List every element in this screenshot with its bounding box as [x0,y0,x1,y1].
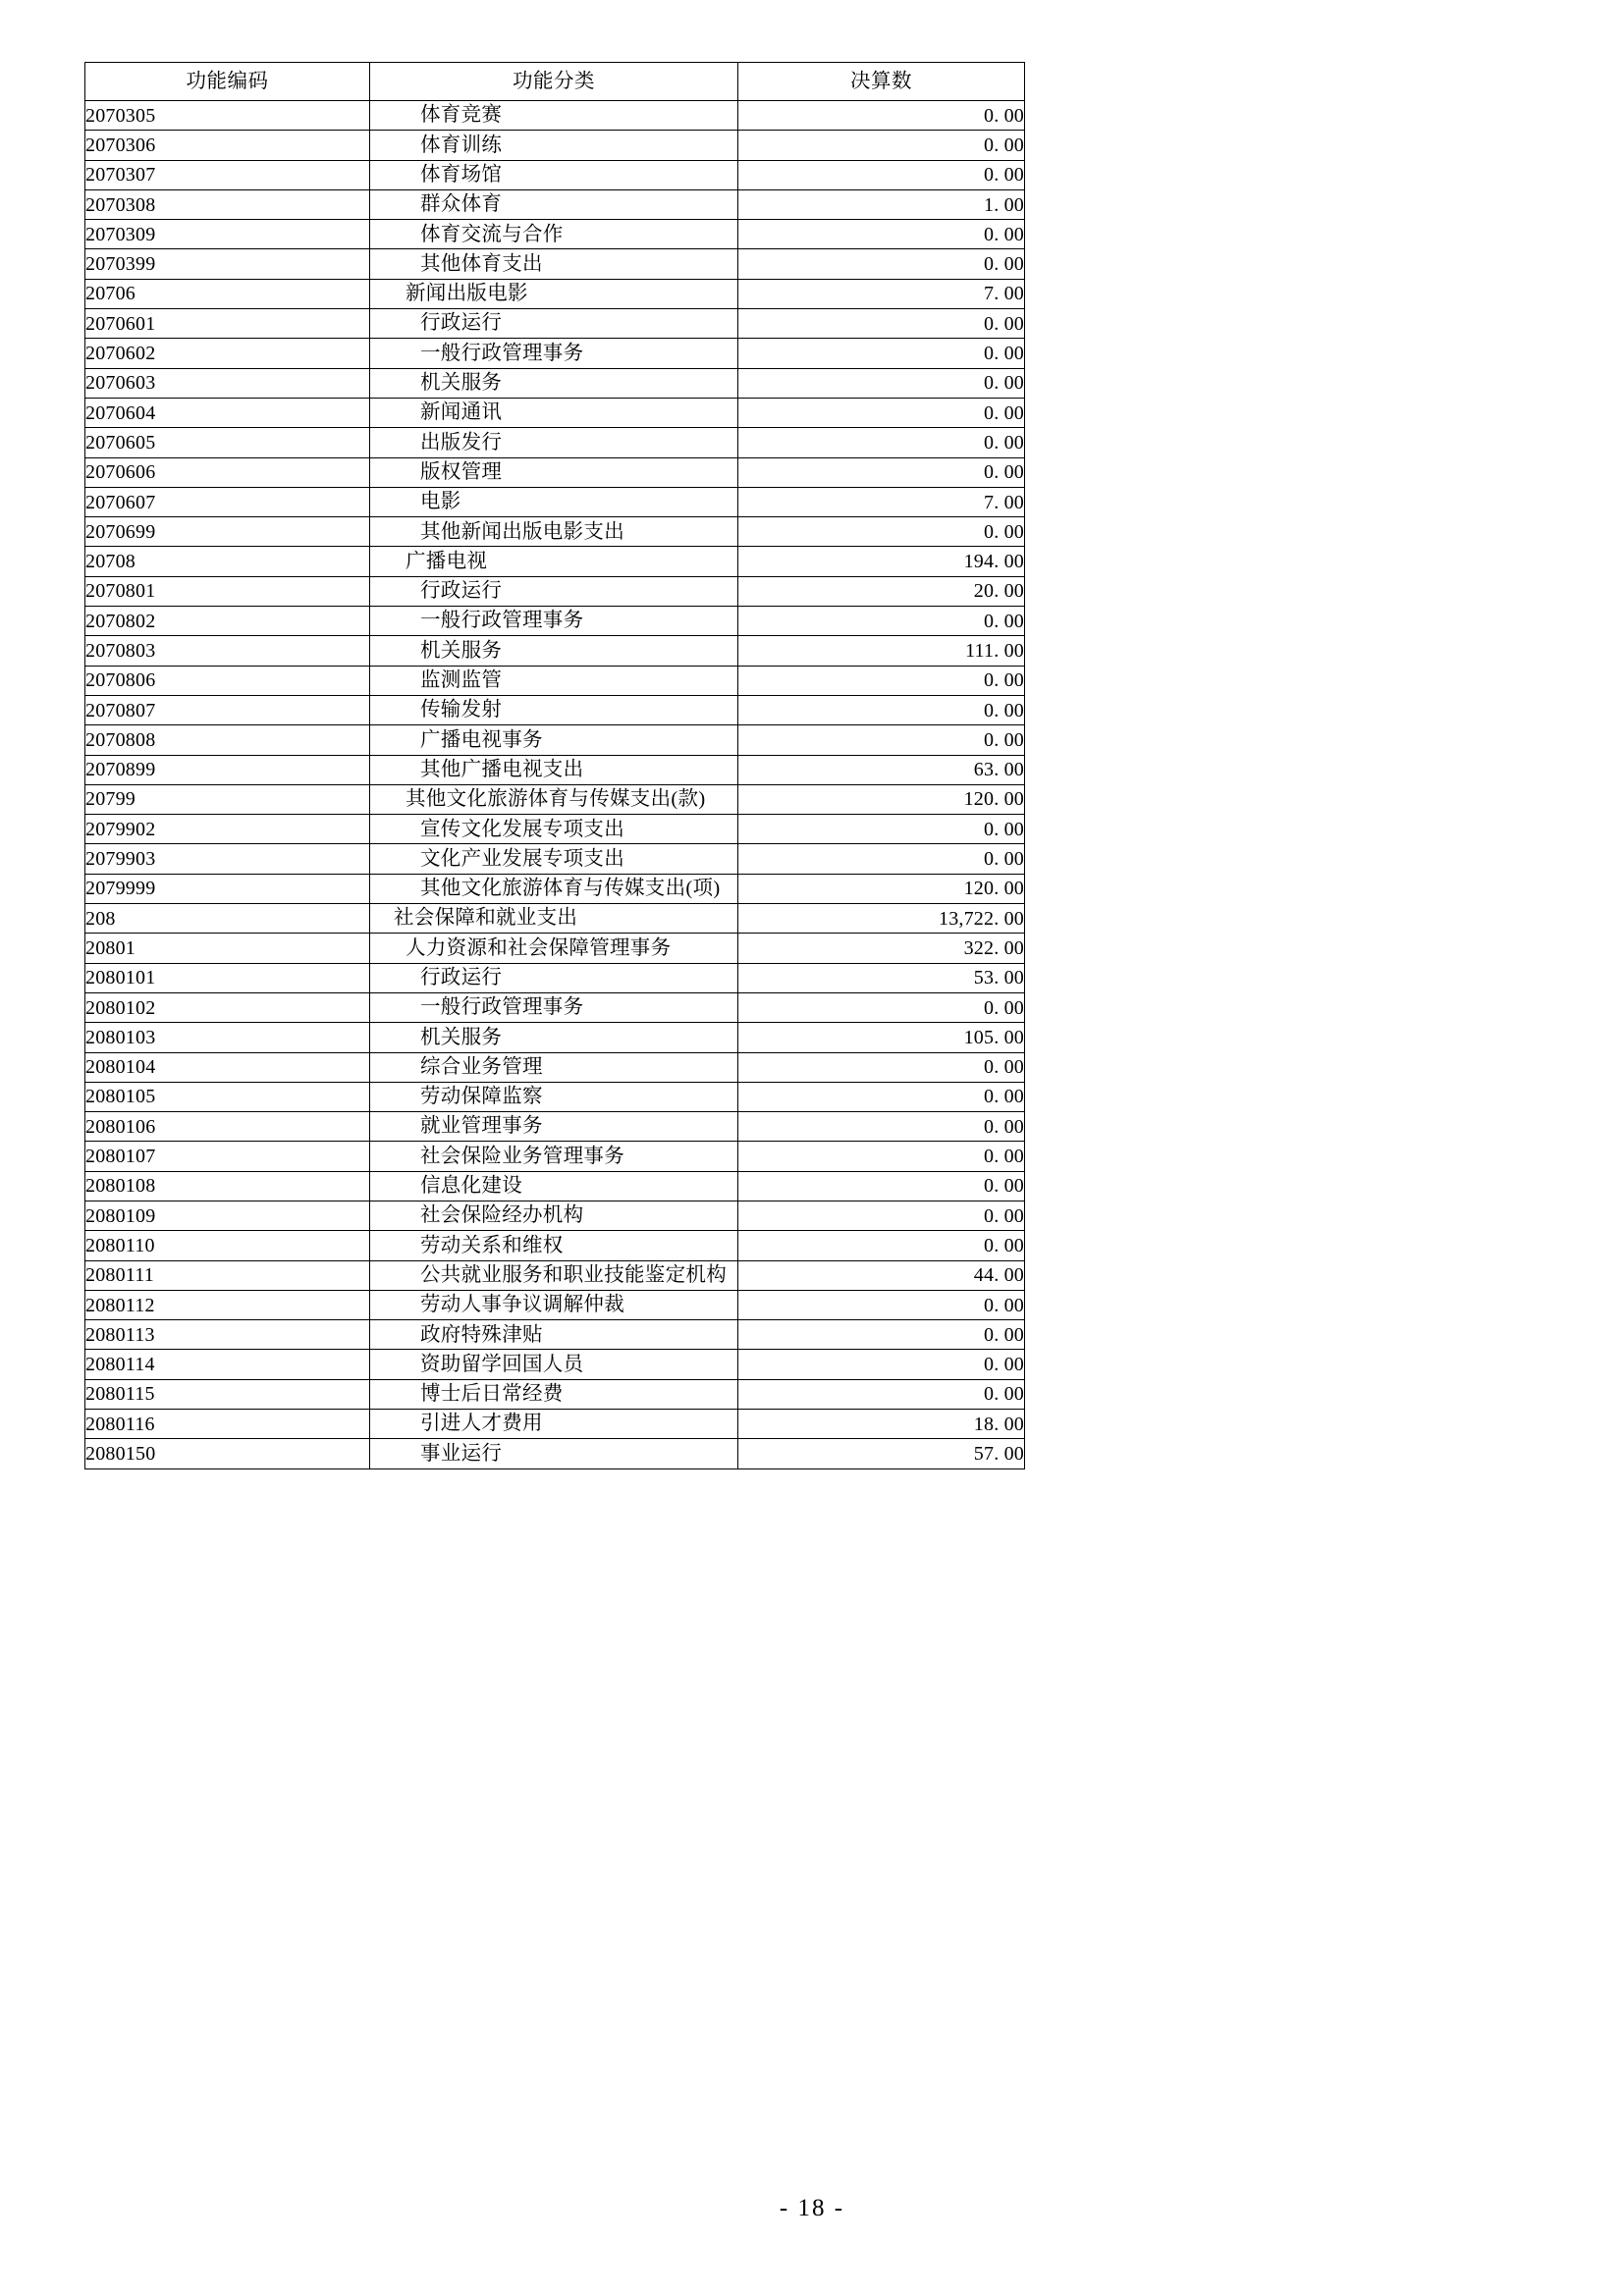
cell-function-category: 其他广播电视支出 [370,755,738,784]
cell-function-code: 2080115 [85,1379,370,1409]
cell-function-category: 综合业务管理 [370,1052,738,1082]
table-row [85,487,1025,516]
cell-final-amount: 194. 00 [738,547,1025,576]
cell-final-amount: 0. 00 [738,1350,1025,1379]
cell-final-amount: 0. 00 [738,249,1025,279]
table-row [85,339,1025,368]
cell-function-code: 2070309 [85,220,370,249]
cell-final-amount: 0. 00 [738,428,1025,457]
table-row [85,368,1025,398]
cell-function-category: 机关服务 [370,1023,738,1052]
cell-function-category: 体育训练 [370,131,738,160]
table-row [85,874,1025,903]
cell-final-amount: 120. 00 [738,784,1025,814]
cell-final-amount: 0. 00 [738,517,1025,547]
table-row [85,934,1025,963]
table-row [85,1260,1025,1290]
cell-function-code: 2080101 [85,963,370,992]
cell-final-amount: 105. 00 [738,1023,1025,1052]
table-row [85,160,1025,189]
cell-final-amount: 18. 00 [738,1410,1025,1439]
cell-function-code: 2070602 [85,339,370,368]
cell-function-category: 出版发行 [370,428,738,457]
cell-final-amount: 111. 00 [738,636,1025,666]
cell-function-category: 政府特殊津贴 [370,1320,738,1350]
cell-function-code: 2080103 [85,1023,370,1052]
cell-final-amount: 63. 00 [738,755,1025,784]
cell-final-amount: 0. 00 [738,1290,1025,1319]
cell-final-amount: 0. 00 [738,725,1025,755]
table-row [85,398,1025,427]
cell-final-amount: 0. 00 [738,160,1025,189]
table-row [85,131,1025,160]
cell-function-category: 广播电视事务 [370,725,738,755]
cell-final-amount: 44. 00 [738,1260,1025,1290]
cell-final-amount: 0. 00 [738,101,1025,131]
table-row [85,1231,1025,1260]
cell-function-category: 行政运行 [370,309,738,339]
table-row [85,1171,1025,1201]
table-row [85,576,1025,606]
cell-function-code: 2080104 [85,1052,370,1082]
cell-function-category: 公共就业服务和职业技能鉴定机构 [370,1260,738,1290]
cell-final-amount: 0. 00 [738,1112,1025,1142]
cell-final-amount: 0. 00 [738,695,1025,724]
cell-function-code: 2080108 [85,1171,370,1201]
table-row [85,963,1025,992]
final-accounts-table [84,62,1025,1469]
cell-function-code: 2080105 [85,1082,370,1111]
cell-function-code: 2079903 [85,844,370,874]
cell-function-code: 2070806 [85,666,370,695]
cell-final-amount: 0. 00 [738,1320,1025,1350]
cell-function-code: 2080102 [85,992,370,1022]
cell-function-category: 文化产业发展专项支出 [370,844,738,874]
cell-function-code: 2080111 [85,1260,370,1290]
cell-function-code: 2080116 [85,1410,370,1439]
cell-final-amount: 0. 00 [738,844,1025,874]
cell-final-amount: 0. 00 [738,1142,1025,1171]
cell-function-code: 2079902 [85,815,370,844]
cell-function-category: 其他体育支出 [370,249,738,279]
table-row [85,517,1025,547]
cell-function-code: 208 [85,904,370,934]
cell-function-code: 2070603 [85,368,370,398]
cell-function-code: 2070808 [85,725,370,755]
cell-function-code: 2070306 [85,131,370,160]
cell-function-category: 一般行政管理事务 [370,339,738,368]
table-row [85,992,1025,1022]
cell-function-code: 2080114 [85,1350,370,1379]
cell-final-amount: 0. 00 [738,339,1025,368]
table-row [85,844,1025,874]
cell-function-code: 20801 [85,934,370,963]
cell-final-amount: 0. 00 [738,1201,1025,1230]
cell-function-code: 2070604 [85,398,370,427]
cell-final-amount: 0. 00 [738,368,1025,398]
table-row [85,279,1025,308]
cell-final-amount: 0. 00 [738,1082,1025,1111]
table-row [85,249,1025,279]
page-number: - 18 - [779,2195,845,2221]
cell-function-code: 2070803 [85,636,370,666]
cell-function-code: 2070899 [85,755,370,784]
table-row [85,1052,1025,1082]
table-row [85,428,1025,457]
cell-function-category: 体育交流与合作 [370,220,738,249]
cell-final-amount: 0. 00 [738,1231,1025,1260]
table-row [85,189,1025,219]
cell-function-code: 2070607 [85,487,370,516]
table-row [85,1023,1025,1052]
cell-final-amount: 0. 00 [738,1052,1025,1082]
cell-final-amount: 0. 00 [738,309,1025,339]
cell-function-category: 就业管理事务 [370,1112,738,1142]
table-row [85,695,1025,724]
cell-final-amount: 53. 00 [738,963,1025,992]
cell-final-amount: 0. 00 [738,220,1025,249]
table-row [85,784,1025,814]
cell-function-category: 广播电视 [370,547,738,576]
cell-function-category: 社会保险经办机构 [370,1201,738,1230]
cell-final-amount: 0. 00 [738,457,1025,487]
cell-function-category: 传输发射 [370,695,738,724]
table-row [85,666,1025,695]
cell-final-amount: 20. 00 [738,576,1025,606]
table-row [85,1379,1025,1409]
cell-function-category: 一般行政管理事务 [370,992,738,1022]
cell-function-category: 博士后日常经费 [370,1379,738,1409]
cell-function-code: 2080112 [85,1290,370,1319]
table-row [85,547,1025,576]
table-body [85,101,1025,1469]
cell-final-amount: 0. 00 [738,607,1025,636]
table-row [85,1201,1025,1230]
cell-function-category: 一般行政管理事务 [370,607,738,636]
cell-function-category: 其他新闻出版电影支出 [370,517,738,547]
cell-final-amount: 120. 00 [738,874,1025,903]
cell-final-amount: 13,722. 00 [738,904,1025,934]
cell-final-amount: 0. 00 [738,1171,1025,1201]
cell-function-code: 2080150 [85,1439,370,1468]
cell-function-code: 20708 [85,547,370,576]
table-row [85,1142,1025,1171]
cell-function-category: 机关服务 [370,636,738,666]
table-row [85,636,1025,666]
table-row [85,1290,1025,1319]
cell-function-category: 社会保险业务管理事务 [370,1142,738,1171]
table-row [85,904,1025,934]
cell-function-category: 监测监管 [370,666,738,695]
cell-final-amount: 57. 00 [738,1439,1025,1468]
cell-function-category: 新闻通讯 [370,398,738,427]
cell-function-category: 体育场馆 [370,160,738,189]
cell-function-code: 2070606 [85,457,370,487]
table-row [85,815,1025,844]
column-header-final-amount: 决算数 [738,63,1025,101]
cell-function-category: 事业运行 [370,1439,738,1468]
cell-function-category: 资助留学回国人员 [370,1350,738,1379]
table-row [85,1082,1025,1111]
cell-function-category: 机关服务 [370,368,738,398]
cell-function-code: 2070801 [85,576,370,606]
cell-function-category: 劳动人事争议调解仲裁 [370,1290,738,1319]
table-row [85,607,1025,636]
cell-function-code: 2070399 [85,249,370,279]
cell-function-code: 2070807 [85,695,370,724]
cell-function-category: 其他文化旅游体育与传媒支出(项) [370,874,738,903]
table-row [85,101,1025,131]
table-row [85,457,1025,487]
cell-function-code: 2080106 [85,1112,370,1142]
cell-final-amount: 0. 00 [738,992,1025,1022]
cell-final-amount: 0. 00 [738,398,1025,427]
cell-function-category: 版权管理 [370,457,738,487]
column-header-function-category: 功能分类 [370,63,738,101]
cell-final-amount: 0. 00 [738,815,1025,844]
cell-function-code: 2070601 [85,309,370,339]
cell-function-category: 宣传文化发展专项支出 [370,815,738,844]
cell-function-code: 2070699 [85,517,370,547]
table-header-row [85,63,1025,101]
table-row [85,755,1025,784]
table-row [85,1410,1025,1439]
cell-function-category: 劳动关系和维权 [370,1231,738,1260]
cell-final-amount: 0. 00 [738,666,1025,695]
cell-function-code: 2070605 [85,428,370,457]
table-row [85,1439,1025,1468]
cell-function-category: 电影 [370,487,738,516]
cell-function-category: 群众体育 [370,189,738,219]
table-row [85,220,1025,249]
cell-function-category: 社会保障和就业支出 [370,904,738,934]
cell-function-code: 2070305 [85,101,370,131]
cell-function-code: 2080113 [85,1320,370,1350]
cell-function-category: 体育竞赛 [370,101,738,131]
cell-function-code: 2080110 [85,1231,370,1260]
cell-function-code: 2080109 [85,1201,370,1230]
cell-function-code: 2070802 [85,607,370,636]
cell-function-code: 2079999 [85,874,370,903]
column-header-function-code: 功能编码 [85,63,370,101]
cell-function-code: 2070307 [85,160,370,189]
table-row [85,1320,1025,1350]
cell-function-code: 2080107 [85,1142,370,1171]
cell-function-code: 20706 [85,279,370,308]
table-row [85,725,1025,755]
cell-function-category: 劳动保障监察 [370,1082,738,1111]
cell-function-category: 信息化建设 [370,1171,738,1201]
table-header [85,63,1025,101]
cell-function-category: 行政运行 [370,576,738,606]
cell-final-amount: 1. 00 [738,189,1025,219]
cell-final-amount: 0. 00 [738,1379,1025,1409]
cell-function-code: 2070308 [85,189,370,219]
budget-table-container [84,62,1024,1469]
cell-final-amount: 7. 00 [738,487,1025,516]
cell-function-category: 引进人才费用 [370,1410,738,1439]
cell-final-amount: 322. 00 [738,934,1025,963]
cell-function-category: 新闻出版电影 [370,279,738,308]
cell-final-amount: 7. 00 [738,279,1025,308]
cell-final-amount: 0. 00 [738,131,1025,160]
cell-function-category: 其他文化旅游体育与传媒支出(款) [370,784,738,814]
cell-function-category: 人力资源和社会保障管理事务 [370,934,738,963]
table-row [85,309,1025,339]
cell-function-category: 行政运行 [370,963,738,992]
table-row [85,1350,1025,1379]
table-row [85,1112,1025,1142]
cell-function-code: 20799 [85,784,370,814]
